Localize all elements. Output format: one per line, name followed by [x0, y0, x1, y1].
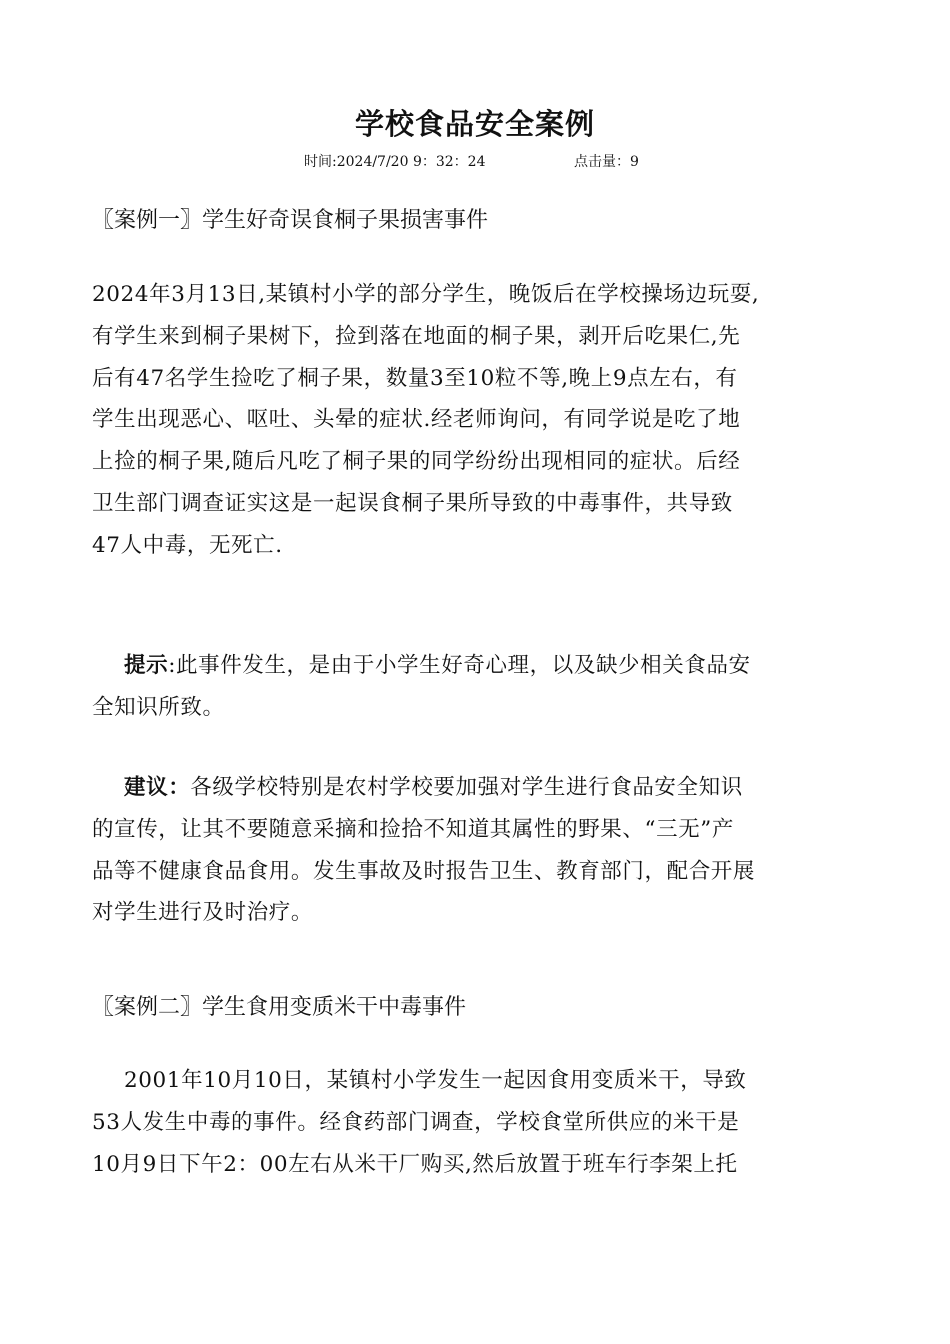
case1-body-line: 学生出现恶心、呕吐、头晕的症状.经老师询问，有同学说是吃了地	[92, 407, 741, 433]
publish-time: 时间:2024/7/20 9：32：24	[304, 154, 486, 170]
case1-advice-line	[92, 767, 882, 809]
case1-body	[92, 274, 882, 567]
case1-advice-line: 的宣传，让其不要随意采摘和捡拾不知道其属性的野果、“三无”产	[92, 816, 734, 842]
case1-advice-line: 品等不健康食品食用。发生事故及时报告卫生、教育部门，配合开展	[92, 858, 756, 884]
case2-heading: 〖案例二〗学生食用变质米干中毒事件	[92, 995, 467, 1020]
case1-hint-line	[92, 645, 882, 687]
case2-body-line: 10月9日下午2：00左右从米干厂购买,然后放置于班车行李架上托	[92, 1151, 738, 1177]
case1-body-line: 有学生来到桐子果树下，捡到落在地面的桐子果，剥开后吃果仁,先	[92, 323, 741, 349]
click-count: 点击量：9	[574, 154, 639, 170]
case1-body-line: 2024年3月13日,某镇村小学的部分学生，晚饭后在学校操场边玩耍,	[92, 282, 760, 307]
hint-label: 提示	[124, 653, 169, 678]
hint-text: :此事件发生，是由于小学生好奇心理，以及缺少相关食品安	[168, 653, 751, 678]
advice-label: 建议：	[124, 775, 191, 800]
case1-body-line: 后有47名学生捡吃了桐子果，数量3至10粒不等,晚上9点左右，有	[92, 365, 738, 391]
advice-text: 各级学校特别是农村学校要加强对学生进行食品安全知识	[190, 775, 743, 800]
page-title: 学校食品安全案例	[354, 107, 595, 141]
case2-body	[92, 1060, 882, 1185]
case1-heading: 〖案例一〗学生好奇误食桐子果损害事件	[92, 208, 489, 233]
case1-hint-line: 全知识所致。	[92, 694, 225, 720]
case1-advice	[92, 767, 882, 934]
case1-advice-line: 对学生进行及时治疗。	[92, 900, 314, 926]
case2-body-line: 53人发生中毒的事件。经食药部门调查，学校食堂所供应的米干是	[92, 1109, 740, 1135]
case1-body-line: 47人中毒，无死亡.	[92, 532, 283, 558]
case1-body-line: 上捡的桐子果,随后凡吃了桐子果的同学纷纷出现相同的症状。后经	[92, 449, 741, 475]
case1-hint	[92, 645, 882, 729]
case2-body-line: 2001年10月10日，某镇村小学发生一起因食用变质米干，导致	[124, 1068, 747, 1093]
case1-body-line: 卫生部门调查证实这是一起误食桐子果所导致的中毒事件，共导致	[92, 490, 733, 516]
